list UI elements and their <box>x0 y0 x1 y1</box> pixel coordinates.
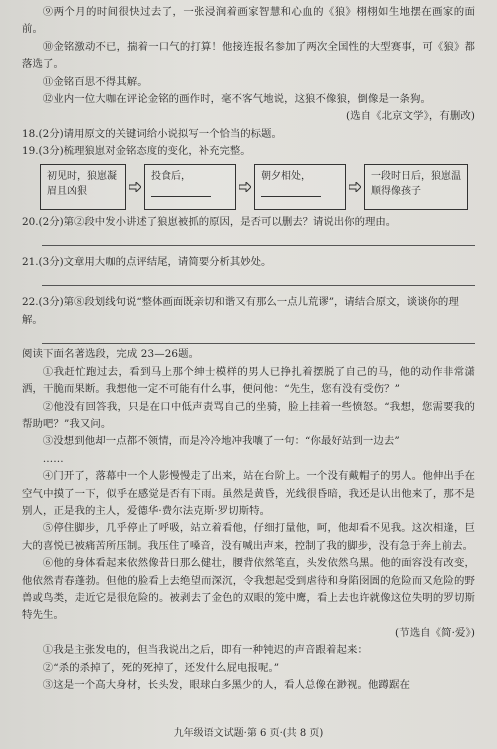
reading-ellipsis: …… <box>42 452 64 465</box>
flow-box-after-feeding <box>144 164 236 210</box>
page-footer: 九年级语文试题·第 6 页·(共 8 页) <box>173 728 324 739</box>
question-18: 18.(2分)请用原文的关键词给小说拟写一个恰当的标题。 <box>22 127 282 140</box>
flow-box-getting-along-label: 朝夕相处， <box>261 170 311 182</box>
source-note-1: (选自《北京文学》，有删改) <box>346 110 475 123</box>
reading-b-para-3: ③这是一个高大身材，长头发，眼球白多黑少的人，看人总像在渺视。他蹲踞在 <box>42 679 410 691</box>
paragraph-11: ⑪金铭百思不得其解。 <box>42 75 148 88</box>
flow-box-after-feeding-label: 投食后， <box>151 170 191 182</box>
flow-box-first-meeting: 初见时，狼崽凝眉且凶狠 <box>40 164 126 210</box>
reading-b-para-1: ①我是主张发电的，但当我说出之后，即有一种钝迟的声音跟着起来： <box>42 644 369 657</box>
reading-para-6: ⑥他的身体看起来依然像昔日那么健壮，腰背依然笔直，头发依然乌黑。他的面容没有改变，他依然青春蓬勃。但他的脸看上去绝望而深沉，令我想起受到虐待和身陷囹圄的危险而又危险的野兽或鸟类，走近它是很危险的。被剥去了金色的双眼的笼中鹰，看上去也许就像这位失明的罗切斯特先生。 <box>22 557 475 622</box>
answer-line[interactable] <box>42 231 475 246</box>
answer-blank[interactable] <box>261 184 321 197</box>
question-21: 21.(3分)文章用大咖的点评结尾，请简要分析其妙处。 <box>22 256 272 269</box>
answer-line[interactable] <box>42 271 475 286</box>
flow-box-later: 一段时日后，狼崽温顺得像孩子 <box>364 164 468 210</box>
reading-para-2: ②他没有回答我，只是在口中低声责骂自己的坐骑，脸上挂着一些愤怒。“我想，您需要我的帮助吧？”我又问。 <box>22 400 475 430</box>
attitude-flow-diagram <box>40 164 475 210</box>
arrow-right-icon <box>238 181 252 193</box>
reading-para-3: ③没想到他却一点都不领情，而是冷冷地冲我嚷了一句：“你最好站到一边去” <box>42 435 400 448</box>
reading-para-5: ⑤停住脚步，几乎停止了呼吸，站立着看他，仔细打量他，呵，他却看不见我。这次相逢，巨大的喜悦已被痛苦所压制。我压住了嗓音，没有喊出声来，控制了我的脚步，没有急于奔上前去。 <box>22 522 475 552</box>
answer-blank[interactable] <box>151 184 211 197</box>
arrow-right-icon <box>128 181 142 193</box>
paragraph-12: ⑫业内一位大咖在评论金铭的画作时，毫不客气地说，这狼不像狼，倒像是一条狗。 <box>42 93 431 106</box>
answer-line[interactable] <box>42 329 475 344</box>
question-22: 22.(3分)第⑧段划线句说“整体画面既亲切和谐又有那么一点儿荒谬”，请结合原文，谈谈你的理解。 <box>22 296 459 326</box>
paragraph-10: ⑩金铭激动不已，揣着一口气的打算！他接连报名参加了两次全国性的大型赛事，可《狼》都落选了。 <box>22 40 475 71</box>
reading-intro: 阅读下面名著选段，完成 23—26题。 <box>22 348 200 361</box>
flow-box-getting-along <box>254 164 346 210</box>
question-20: 20.(2分)第②段中发小讲述了狼崽被抓的原因，是否可以删去？请说出你的理由。 <box>22 215 397 228</box>
reading-para-4: ④门开了，落幕中一个人影慢慢走了出来，站在台阶上。一个没有戴帽子的男人。他伸出手在空气中摸了一下，似乎在感觉是否有下雨。虽然是黄昏，光线很昏暗，我还是认出他来了，那不是别人，正是我的主人，爱德华·费尔法克斯·罗切斯特。 <box>22 470 475 517</box>
paragraph-9: ⑨两个月的时间很快过去了，一张浸润着画家智慧和心血的《狼》栩栩如生地摆在画家的面前。 <box>22 6 475 36</box>
source-note-2: (节选自《简·爱》) <box>395 626 475 639</box>
reading-para-1: ①我赶忙跑过去，看到马上那个绅士模样的男人已挣扎着摆脱了自己的马，他的动作非常潇洒，干脆而果断。我想他一定不可能有什么事，便问他：“先生，您有没有受伤？” <box>22 365 475 396</box>
reading-b-para-2: ②“杀的杀掉了，死的死掉了，还发什么屁电报呢。” <box>42 661 280 674</box>
arrow-right-icon <box>348 181 362 193</box>
question-19: 19.(3分)梳理狼崽对金铭态度的变化，补充完整。 <box>22 145 251 158</box>
